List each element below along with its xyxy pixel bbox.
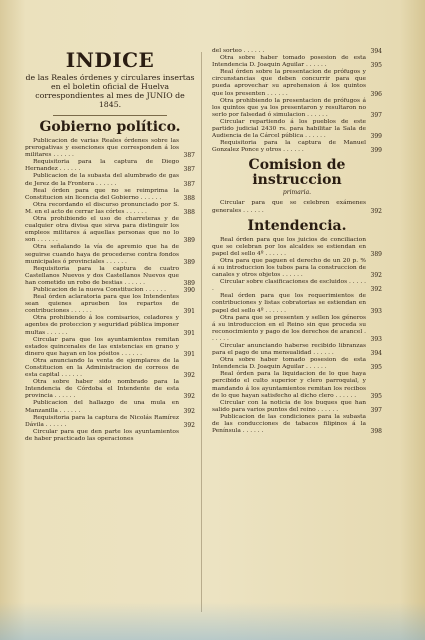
entry-text: Circular anunciando haberse recibido libranzas para el pago de una mensualidad . . . . . . [212, 343, 366, 357]
entry-text: Circular con la noticia de los buques que han salido para varios puntos del reino . . . . . . [212, 399, 366, 413]
entry-text: Publicacion del hallazgo de una mula en Manzanilla . . . . . . [25, 400, 179, 414]
index-entry [212, 258, 382, 279]
page-number: 394 [370, 48, 382, 55]
index-entry [212, 343, 382, 357]
page-subtitle: de las Reales órdenes y circulares insertas en el boletin oficial de Huelva correspondientes al mes de JUNIO de 1845. [25, 73, 195, 109]
page-number: 392 [370, 286, 382, 294]
column-divider [201, 52, 202, 612]
index-entry [212, 140, 382, 154]
index-entry [25, 358, 195, 379]
index-entry [25, 266, 195, 287]
page-number: 387 [183, 166, 195, 174]
page-number: 394 [370, 350, 382, 358]
entry-text: Otra sobre haber sido nombrado para la Intendencia de Córdoba el Intendente de esta provincia . . . . . . [25, 379, 179, 400]
index-entry [25, 244, 195, 265]
entry-text: Otra sobre haber tomado posesion de esta Intendencia D. Joaquin Aguilar . . . . . . [212, 55, 366, 69]
page-number: 391 [183, 308, 195, 316]
left-sections [25, 120, 195, 443]
entry-text: Otra sobre haber tomado posesion de esta Intendencia D. Joaquin Aguilar . . . . . . [212, 357, 366, 371]
page-number: 399 [370, 133, 382, 141]
index-entry [212, 48, 382, 55]
page-number: 395 [370, 62, 382, 70]
entry-text: Otra prohibiendo á los comisarios, celadores y agentes de proteccion y seguridad pública imponer multas . . . . . . [25, 315, 179, 336]
page-number: 389 [370, 250, 382, 258]
entry-text: Otra recordando el discurso pronunciado por S. M. en el acto de cerrar las córtes . . . . . . [25, 201, 179, 215]
index-entry [212, 400, 382, 414]
index-entry [25, 379, 195, 400]
section-title: Intendencia. [247, 217, 347, 234]
entry-text: Otra para que se presenten y sellen los géneros á su introduccion en el Reino sin que proceda su reconocimiento y pago de los derechos de arancel . . . . . . [212, 314, 366, 342]
page-number: 396 [370, 90, 382, 98]
page-title: INDICE [65, 48, 155, 72]
entry-text: Otra señalando la vía de apremio que ha de seguirse cuando haya de procederse contra fondos municipales ó provinciales . . . . . . [25, 244, 179, 265]
entry-text: Real órden para la liquidacion de lo que haya percibido el culto superior y clero parroquial, y mandando á los ayuntamientos remitan los recibos de lo que hayan satisfecho al dicho clero . . . . . . [212, 371, 366, 399]
page-number: 399 [370, 147, 382, 155]
index-entry [25, 159, 195, 173]
page-number: 389 [183, 258, 195, 266]
index-entry [25, 287, 195, 294]
index-entry [212, 315, 382, 343]
index-entry [25, 138, 195, 159]
index-entry [25, 216, 195, 244]
index-entry [212, 200, 382, 214]
entry-text: Publicacion de la subasta del alumbrado de gas de Jerez de la Frontera . . . . . . [25, 173, 179, 187]
entry-text: Real órden para que los juicios de conciliacion que se celebran por los alcaldes se estiendan en papel del sello 4º . . . . . . [212, 236, 366, 257]
page-number: 395 [370, 392, 382, 400]
entry-text: Circular repartiendo á los pueblos de este partido judicial 2430 rs. para habilitar la Sala de Audiencia de la Cárcel pública . . . . . . [212, 118, 366, 140]
index-entry [212, 414, 382, 435]
entry-text: Otra anunciando la venta de ejemplares de la Constitucion en la Administracion de correos de esta capital . . . . . . [25, 357, 179, 379]
index-entry [25, 173, 195, 187]
left-column [25, 50, 195, 443]
entry-text: Otra para que paguen el derecho de un 20 p. % á su introduccion los tubos para la construccion de canales y otros objetos . . . . . . [212, 257, 366, 279]
index-entry [212, 371, 382, 399]
entry-text: Publicacion de varias Reales órdenes sobre las prerogativas y esenciones que corresponden á los militares . . . . . . [25, 138, 179, 159]
index-entry [212, 69, 382, 97]
page-number: 392 [183, 393, 195, 401]
index-entry [25, 294, 195, 315]
title-rule [53, 115, 167, 116]
section-title: Gobierno político. [39, 119, 181, 135]
entry-text: Circular sobre clasificaciones de escluidos . . . . . . [212, 279, 366, 293]
page-number: 392 [183, 421, 195, 429]
page-number: 389 [183, 237, 195, 245]
index-entry [25, 202, 195, 216]
entry-text: Requisitoria para la captura de Manuel Gonzalez Ponce y otros . . . . . . [212, 140, 366, 154]
index-entry [25, 400, 195, 414]
index-entry [212, 357, 382, 371]
entry-text: Circular para que los ayuntamientos remitan estados quincenales de las existencias en grano y dinero que hayan en los pósitos . . . . . . [25, 336, 179, 357]
page-number: 392 [370, 207, 382, 215]
page-number: 387 [183, 152, 195, 160]
page-number: 395 [370, 364, 382, 372]
entry-text: Otra prohibiendo la presentacion de prófugos á los quintos que ya los presentaron y resultaron no serlo por falsedad ó simulacion . . . . . . [212, 97, 366, 118]
page-number: 398 [370, 428, 382, 436]
right-column [212, 48, 382, 435]
entry-text: Publicacion de la nueva Constitucion . . . . . . [33, 286, 166, 293]
entry-text: del sorteo . . . . . . [212, 48, 265, 54]
index-entry [212, 293, 382, 314]
index-entry [212, 279, 382, 293]
index-entry [212, 98, 382, 119]
entry-text: Requisitoria para la captura de Nicolás Ramírez Dávila . . . . . . [25, 414, 179, 428]
entry-text: Requisitoria para la captura de Diego Hernandez . . . . . . [25, 159, 179, 173]
index-entry [25, 337, 195, 358]
page-number: 387 [183, 180, 195, 188]
index-entry [212, 237, 382, 258]
page-number: 397 [370, 111, 382, 119]
entry-text: Real órden sobre la presentacion de prófugos y circunstancias que deben concurrir para que pueda aprovechar su aprehension á los quintos que los presenten . . . . . . [212, 69, 366, 97]
section-subtitle: primaria. [282, 189, 312, 197]
index-entry [212, 119, 382, 140]
index-entry [25, 188, 195, 202]
page-number: 392 [183, 372, 195, 380]
right-sections [212, 48, 382, 435]
entry-text: Real órden para que los requerimientos de contribuciones y listas cobratorias se estiendan en papel del sello 4º . . . . . . [212, 293, 366, 314]
entry-text: Circular para que se celebren exámenes generales . . . . . . [212, 200, 366, 214]
water-stain [0, 602, 425, 640]
page-number: 388 [183, 194, 195, 202]
page-number: 390 [183, 286, 195, 294]
page-number: 391 [183, 350, 195, 358]
entry-text: Publicacion de las condiciones para la subasta de las conducciones de tabacos filipinos á la Península . . . . . . [212, 413, 366, 435]
page-number: 393 [370, 335, 382, 343]
page-number: 392 [183, 407, 195, 415]
index-entry [25, 429, 195, 443]
page-number: 388 [183, 208, 195, 216]
entry-text: Otra prohibiendo el uso de charreteras y de cualquier otra divisa que sirva para distinguir los empleos militares á aquellas personas que no lo son . . . . . . [25, 216, 179, 244]
entry-text: Requisitoria para la captura de cuatro Castellanos Nuevos y dos Castellanos Nuevos que han cometido un robo de bestias . . . . . . [25, 265, 179, 286]
page-number: 397 [370, 406, 382, 414]
page-number: 393 [370, 307, 382, 315]
section-title: Comision de instruccion [248, 157, 346, 189]
index-entry [212, 55, 382, 69]
entry-text: Circular para que den parte los ayuntamientos de haber practicado las operaciones [25, 428, 179, 442]
index-entry [25, 315, 195, 336]
page-number: 391 [183, 329, 195, 337]
page-number: 392 [370, 272, 382, 280]
entry-text: Real órden aclaratoria para que los Intendentes sean quienes aprueben los repartos de contribuciones . . . . . . [25, 294, 179, 315]
page-number: 389 [183, 279, 195, 287]
index-entry [25, 415, 195, 429]
entry-text: Real órden para que no se reimprima la Constitucion sin licencia del Gobierno . . . . . . [25, 187, 179, 201]
